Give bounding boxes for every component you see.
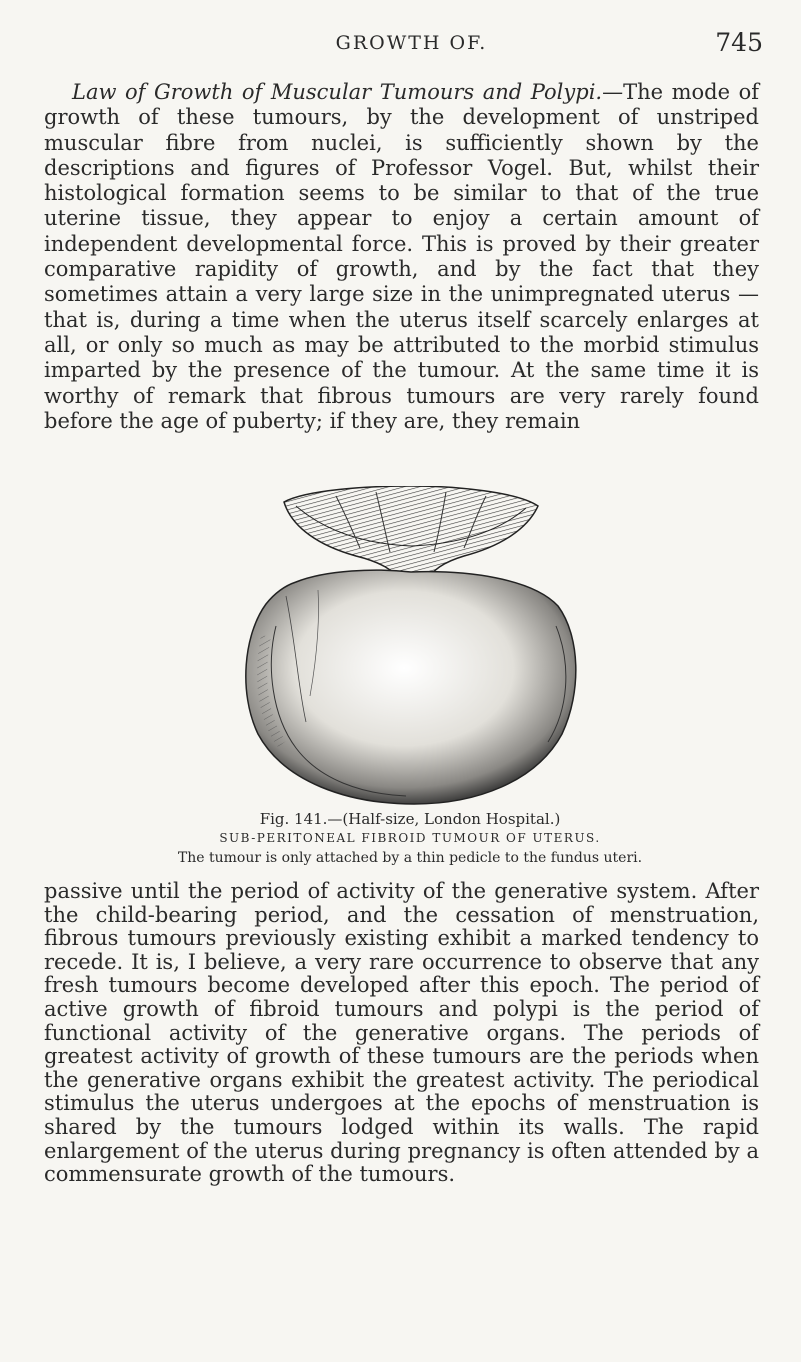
paragraph-passive-until: passive until the period of activity of the generative system. After the child-bearing period, and the cessation of menstruation, fibrous tumours previously existing exhibit a marked tendency to recede. It is, I believe, a very rare occurrence to observe that any fresh tumours become developed after this epoch. The period of active growth of fibroid tumours and polypi is the period of functional activity of the generative organs. The periods of greatest activity of growth of these tumours are the periods when the generative organs exhibit the greatest activity. The periodical stimulus the uterus undergoes at the epochs of menstruation is shared by the tumours lodged within its walls. The rapid enlargement of the uterus during pregnancy is often attended by a commensurate growth of the tumours.	[44, 879, 759, 1187]
section-heading: Law of Growth of Muscular Tumours and Polypi.	[72, 80, 603, 104]
running-title: GROWTH OF.	[335, 32, 488, 54]
running-head	[60, 28, 763, 56]
paragraph-body: —The mode of growth of these tumours, by the development of unstriped muscular fibre from nuclei, is sufficiently shown by the descriptions and figures of Professor Vogel. But, whilst their histological formation seems to be similar to that of the true uterine tissue, they appear to enjoy a certain amount of independent developmental force. This is proved by their greater comparative rapidity of growth, and by the fact that they sometimes attain a very large size in the unimpregnated uterus —that is, during a time when the uterus itself scarcely enlarges at all, or only so much as may be attributed to the morbid stimulus imparted by the presence of the tumour. At the same time it is worthy of remark that fibrous tumours are very rarely found before the age of puberty; if they are, they remain	[44, 80, 760, 433]
figure-note: The tumour is only attached by a thin pedicle to the fundus uteri.	[177, 850, 643, 866]
figure-label: Fig. 141.—(Half-size, London Hospital.)	[259, 810, 561, 828]
tumour-illustration	[236, 486, 586, 808]
page-number: 745	[715, 28, 763, 57]
fibroid-tumour-engraving	[236, 486, 586, 808]
paragraph-law-of-growth	[44, 80, 759, 434]
figure-title: SUB-PERITONEAL FIBROID TUMOUR OF UTERUS.	[219, 831, 601, 845]
